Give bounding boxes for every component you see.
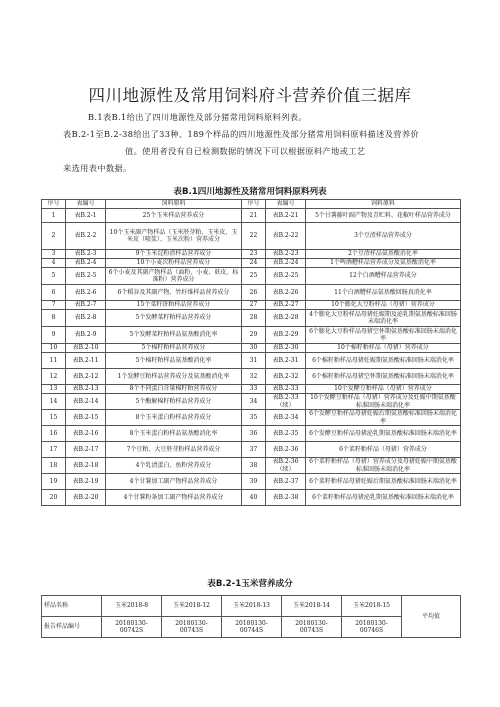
- table-cell: 表B.2-3: [66, 250, 106, 259]
- table-row: [42, 617, 461, 638]
- table-cell: 6个发酵豆粕样品母猪泌乳期氨基酸标准回肠末端消化率: [306, 426, 461, 442]
- table-cell: 21: [242, 209, 266, 223]
- table-cell: 25个玉米样品营养成分: [106, 209, 242, 223]
- table-cell: 表B.2-20: [66, 490, 106, 506]
- table-cell: 6个发酵豆粕样品母猪妊娠后期氨基酸标准回肠末端消化率: [306, 410, 461, 426]
- sample-name: 玉米2018-8: [102, 596, 162, 617]
- table-cell: 表B.2-22: [266, 223, 306, 250]
- table-cell: 27: [242, 301, 266, 310]
- intro-paragraph-3: 值。使用者没有自已检测数据的情况下可以根据原料产地或工艺: [125, 146, 366, 156]
- table-row: [42, 327, 461, 344]
- feed-list-table: [41, 199, 461, 506]
- sample-name: 玉米2018-15: [342, 596, 402, 617]
- table-cell: 10个膨化大豆粉样品（母猪）营养成分: [306, 301, 461, 310]
- table-cell: 10个小麦次粉样品营养成分: [106, 259, 242, 268]
- table-row: [42, 344, 461, 353]
- table-cell: 表B.2-12: [66, 369, 106, 385]
- table-cell: 1个发酵豆粕样品营养成分及氨基酸消化率: [106, 369, 242, 385]
- sample-code: 20180130-00743S: [162, 617, 222, 638]
- table-cell: 5: [42, 268, 66, 285]
- sample-code: 20180130-00742S: [102, 617, 162, 638]
- table-row: [42, 410, 461, 426]
- table-cell: 8: [42, 310, 66, 327]
- table-row: [42, 474, 461, 490]
- table-cell: 20: [42, 490, 66, 506]
- table-cell: 4: [42, 259, 66, 268]
- table-cell: 6个菜籽粕样品（母猪）营养成分及母猪妊娠中期氨基酸标准回肠末端消化率: [306, 458, 461, 474]
- table-cell: 5个酶解棉籽粕样品营养成分: [106, 394, 242, 410]
- table-cell: 2: [42, 223, 66, 250]
- table-cell: 11个白酒糟样品氨基酸回肠真消化率: [306, 285, 461, 301]
- table-cell: 表B.2-24: [266, 259, 306, 268]
- table-cell: 35: [242, 410, 266, 426]
- table-cell: 24: [242, 259, 266, 268]
- table-row: [42, 268, 461, 285]
- table-cell: 29: [242, 327, 266, 344]
- table-cell: 1个啤酒糟样品营养成分及氨基酸消化率: [306, 259, 461, 268]
- table-cell: 表B.2-33: [266, 385, 306, 394]
- table-cell: 15个菜籽饼粕样品营养成分: [106, 301, 242, 310]
- table-cell: 17: [42, 442, 66, 458]
- sample-name: 玉米2018-13: [222, 596, 282, 617]
- table-cell: 11: [42, 353, 66, 369]
- table-row: [42, 442, 461, 458]
- table-cell: 表B.2-21: [266, 209, 306, 223]
- table-cell: 表B.2-35: [266, 426, 306, 442]
- table-cell: 表B.2-26: [266, 285, 306, 301]
- table-cell: 5个发酵菜籽粕样品氨基酸消化率: [106, 327, 242, 344]
- row-label: 样品名称: [42, 596, 102, 617]
- table-cell: 1: [42, 209, 66, 223]
- table-cell: 表B.2-32: [266, 369, 306, 385]
- table-cell: 37: [242, 442, 266, 458]
- table-cell: 表B.2-2: [66, 223, 106, 250]
- table-row: [42, 285, 461, 301]
- table-row: [42, 426, 461, 442]
- table-cell: 8个玉米蛋白粉样品氨基酸消化率: [106, 426, 242, 442]
- table-cell: 22: [242, 223, 266, 250]
- table-cell: 表B.2-4: [66, 259, 106, 268]
- table-cell: 3: [42, 250, 66, 259]
- table-cell: 表B.2-16: [66, 426, 106, 442]
- table-row: [42, 385, 461, 394]
- table-cell: 18: [42, 458, 66, 474]
- table-cell: 表B.2-1: [66, 209, 106, 223]
- table-cell: 10个玉米副产物样品（玉米胚芽粕、玉米皮、玉米皮（喷浆）、玉米次粉）营养成分: [106, 223, 242, 250]
- table-cell: 表B.2-6: [66, 285, 106, 301]
- table-cell: 表B.2-19: [66, 474, 106, 490]
- table-cell: 10个发酵豆粕样品（母猪）营养成分: [306, 385, 461, 394]
- table-cell: 表B.2-15: [66, 410, 106, 426]
- table-cell: 9个玉米淀粉渣样品营养成分: [106, 250, 242, 259]
- table-cell: 表B.2-10: [66, 344, 106, 353]
- table-cell: 4个甘薯加工副产物样品营养成分: [106, 474, 242, 490]
- intro-paragraph-4: 来选用表中数据。: [63, 163, 132, 173]
- table-cell: 6个膨化大豆粉样品母猪空怀期氨基酸标准回肠末端消化率: [306, 327, 461, 344]
- table-cell: 5个棉籽粕样品营养成分: [106, 344, 242, 353]
- table-cell: 表B.2-23: [266, 250, 306, 259]
- table-cell: 表B.2-34: [266, 410, 306, 426]
- table-cell: 表B.2-8: [66, 310, 106, 327]
- table-cell: 12: [42, 369, 66, 385]
- table-cell: 表B.2-29: [266, 327, 306, 344]
- sample-code: 20180130-00743S: [282, 617, 342, 638]
- table-cell: 12个白酒糟样品营养成分: [306, 268, 461, 285]
- table-cell: 表B.2-5: [66, 268, 106, 285]
- col-header: 表编号: [266, 200, 306, 209]
- table-row: [42, 458, 461, 474]
- table-cell: 表B.2-33（续）: [266, 394, 306, 410]
- table-cell: 表B.2-30: [266, 344, 306, 353]
- table-cell: 2个豆渣样品氨基酸消化率: [306, 250, 461, 259]
- table-cell: 31: [242, 353, 266, 369]
- table-cell: 4个乳清蛋白、鱼粉营养成分: [106, 458, 242, 474]
- table-cell: 10个发酵豆粕样品（母猪）营养成分及妊娠中期氨基酸标准回肠末端消化率: [306, 394, 461, 410]
- table-cell: 表B.2-36: [266, 442, 306, 458]
- table-cell: 6个菜籽粕样品母猪妊娠后期氨基酸标准回肠末端消化率: [306, 474, 461, 490]
- table-cell: 6个小麦及其副产物样品（面粉、小麦、麸皮、标准粉）营养成分: [106, 268, 242, 285]
- table-cell: 5个发酵菜籽粕样品营养成分: [106, 310, 242, 327]
- table-cell: 4个甘薯粉条加工副产物样品营养成分: [106, 490, 242, 506]
- table-cell: 36: [242, 426, 266, 442]
- table-row: [42, 250, 461, 259]
- table-cell: 表B.2-27: [266, 301, 306, 310]
- table-cell: 6个菜籽粕样品母猪泌乳期氨基酸标准回肠末端消化率: [306, 490, 461, 506]
- table-cell: 表B.2-11: [66, 353, 106, 369]
- table-cell: 表B.2-36（续）: [266, 458, 306, 474]
- table-row: [42, 259, 461, 268]
- table-cell: 表B.2-31: [266, 353, 306, 369]
- table-cell: 表B.2-13: [66, 385, 106, 394]
- table-row: [42, 353, 461, 369]
- table-cell: 16: [42, 426, 66, 442]
- page-title: 四川地源性及常用饲料府斗营养价值三据库: [88, 86, 412, 105]
- table-cell: 表B.2-18: [66, 458, 106, 474]
- col-header: 序号: [242, 200, 266, 209]
- table-cell: 6个稻谷及其副产物、竹纤维样品营养成分: [106, 285, 242, 301]
- table-cell: 表B.2-37: [266, 474, 306, 490]
- table2-caption: 表B.2-1玉米营养成分: [207, 579, 293, 589]
- table-cell: 26: [242, 285, 266, 301]
- table-cell: 4个膨化大豆粉样品母猪妊娠期及泌乳期氨基酸标准回肠末端消化率: [306, 310, 461, 327]
- table-cell: 7个豆粕、大豆胚芽粉样品营养成分: [106, 442, 242, 458]
- table-cell: 25: [242, 268, 266, 285]
- table-cell: 10: [42, 344, 66, 353]
- table-cell: 13: [42, 385, 66, 394]
- table-cell: 表B.2-38: [266, 490, 306, 506]
- table-cell: 6: [42, 285, 66, 301]
- table-row: [42, 596, 461, 617]
- col-header: 表编号: [66, 200, 106, 209]
- table-cell: 5个甘薯藤叶副产物及青贮料、花椒叶样品营养成分: [306, 209, 461, 223]
- table-cell: 10个棉籽粕样品（母猪）营养成分: [306, 344, 461, 353]
- table-cell: 6个棉籽粕样品母猪空怀期氨基酸标准回肠末端消化率: [306, 369, 461, 385]
- sample-code: 20180130-00746S: [342, 617, 402, 638]
- intro-paragraph-1: B.1表B.1给出了四川地源性及部分猪常用饲料原料列表。: [88, 112, 307, 122]
- table-cell: 表B.2-28: [266, 310, 306, 327]
- table1-caption: 表B.1四川地源性及猪常用饲料原料列表: [173, 187, 327, 197]
- table-cell: 34: [242, 394, 266, 410]
- average-header: 平均值: [402, 596, 461, 638]
- table-cell: 7: [42, 301, 66, 310]
- table-cell: 3个豆渣样品营养成分: [306, 223, 461, 250]
- table-row: [42, 490, 461, 506]
- table-cell: 19: [42, 474, 66, 490]
- sample-code: 20180130-00744S: [222, 617, 282, 638]
- col-header: 饲料原料: [306, 200, 461, 209]
- table-header-row: [42, 200, 461, 209]
- table-row: [42, 394, 461, 410]
- table-cell: 8个玉米蛋白粉样品营养成分: [106, 410, 242, 426]
- table-cell: 5个棉籽粕样品氨基酸消化率: [106, 353, 242, 369]
- table-cell: 14: [42, 394, 66, 410]
- table-cell: 38: [242, 458, 266, 474]
- table-cell: 28: [242, 310, 266, 327]
- table-cell: 40: [242, 490, 266, 506]
- table-cell: 9: [42, 327, 66, 344]
- table-row: [42, 301, 461, 310]
- table-cell: 32: [242, 369, 266, 385]
- table-cell: 39: [242, 474, 266, 490]
- table-cell: 表B.2-7: [66, 301, 106, 310]
- table-row: [42, 223, 461, 250]
- row-label: 报告样品编号: [42, 617, 102, 638]
- table-cell: 6个菜籽粕样品（母猪）营养成分: [306, 442, 461, 458]
- table-row: [42, 209, 461, 223]
- table-cell: 8个不同蛋白含量棉籽粕营养成分: [106, 385, 242, 394]
- sample-name: 玉米2018-12: [162, 596, 222, 617]
- corn-nutrition-table: [41, 595, 461, 638]
- table-cell: 33: [242, 385, 266, 394]
- table-cell: 30: [242, 344, 266, 353]
- sample-name: 玉米2018-14: [282, 596, 342, 617]
- table-cell: 23: [242, 250, 266, 259]
- table-cell: 表B.2-9: [66, 327, 106, 344]
- col-header: 序号: [42, 200, 66, 209]
- table-row: [42, 310, 461, 327]
- table-cell: 15: [42, 410, 66, 426]
- col-header: 饲料原料: [106, 200, 242, 209]
- table-cell: 表B.2-17: [66, 442, 106, 458]
- table-row: [42, 369, 461, 385]
- table-cell: 6个棉籽粕样品母猪妊娠期氨基酸标准回肠末端消化率: [306, 353, 461, 369]
- table-cell: 表B.2-14: [66, 394, 106, 410]
- intro-paragraph-2: 表B.2-1至B.2-38给出了33种、189个样品的四川地源性及部分猪常用饲料原料描述及营养价: [63, 129, 420, 139]
- table-cell: 表B.2-25: [266, 268, 306, 285]
